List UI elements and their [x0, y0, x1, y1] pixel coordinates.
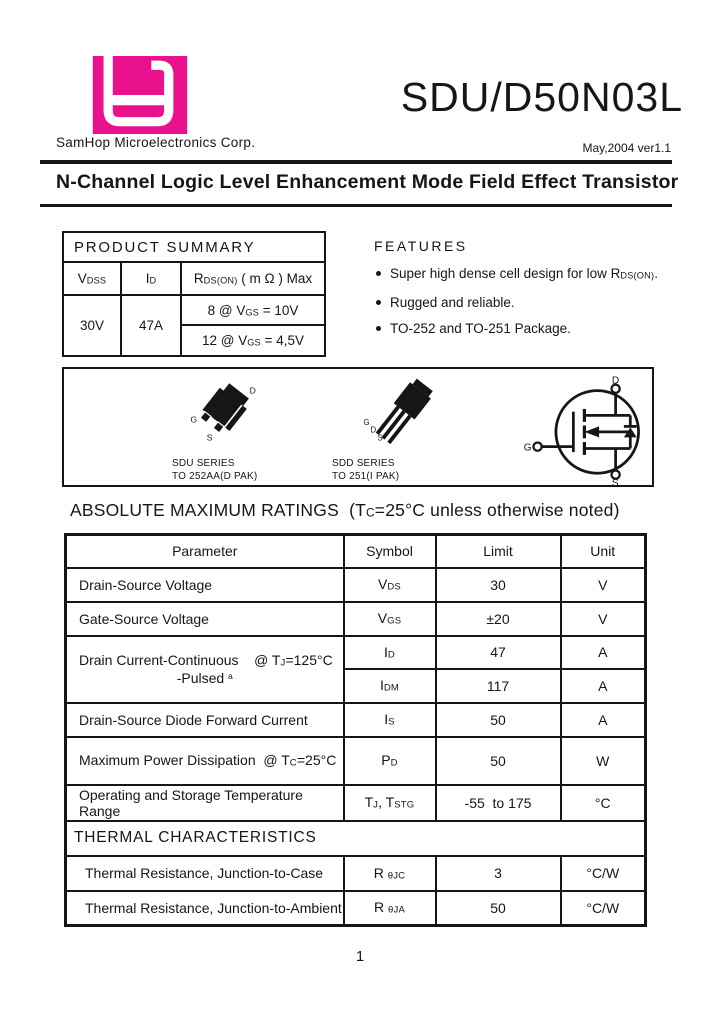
col-header-id: ID — [121, 262, 181, 295]
col-header-limit: Limit — [436, 535, 561, 568]
table-row: Maximum Power Dissipation @ TC=25°C PD 50 W — [66, 737, 646, 785]
ipak-package-icon — [332, 375, 462, 453]
figure-dpak — [152, 375, 302, 483]
part-number-title: SDU/D50N03L — [400, 74, 683, 120]
pin-label-d: D — [370, 425, 377, 435]
table-row: Drain-Source Voltage VDS 30 V — [66, 568, 646, 602]
rdson-value-4v5: 12 @ VGS = 4,5V — [181, 325, 325, 356]
pin-label-s: S — [206, 432, 213, 443]
revision-date: May,2004 ver1.1 — [582, 141, 671, 155]
col-header-unit: Unit — [561, 535, 646, 568]
pin-label-d: D — [249, 385, 256, 396]
pin-label-s: S — [377, 433, 383, 443]
ratings-heading: ABSOLUTE MAXIMUM RATINGS (TC=25°C unless otherwise noted) — [70, 500, 620, 520]
rdson-value-10v: 8 @ VGS = 10V — [181, 295, 325, 325]
ipak-series-label: SDD SERIES — [332, 458, 395, 469]
device-description: N-Channel Logic Level Enhancement Mode Field Effect Transistor — [56, 171, 679, 193]
header-rule — [40, 160, 672, 164]
samhop-logo-icon — [92, 56, 188, 134]
col-header-rdson: RDS(ON) ( m Ω ) Max — [181, 262, 325, 295]
feature-item — [374, 266, 674, 284]
product-summary-table — [62, 231, 326, 357]
product-summary-title: PRODUCT SUMMARY — [63, 232, 325, 262]
mosfet-symbol-icon — [520, 375, 680, 487]
feature-text: Super high dense cell design for low RDS(ON). — [390, 266, 658, 281]
ipak-package-label: TO 251(I PAK) — [332, 470, 400, 482]
features-section — [374, 238, 674, 347]
table-row: Drain-Source Diode Forward Current IS 50 A — [66, 703, 646, 737]
pin-label-s: S — [611, 478, 619, 487]
figure-ipak — [332, 375, 462, 483]
vdss-value: 30V — [63, 295, 121, 356]
col-header-vdss: VDSS — [63, 262, 121, 295]
dpak-package-icon — [152, 375, 302, 453]
table-row: Thermal Resistance, Junction-to-Case R θJC 3 °C/W — [66, 856, 646, 891]
bullet-icon — [376, 326, 381, 331]
pin-label-g: G — [523, 442, 532, 454]
table-row: IDM 117 A — [66, 669, 646, 703]
thermal-section-header-row — [66, 821, 646, 856]
figure-mosfet-symbol — [520, 375, 680, 492]
feature-item — [374, 321, 674, 336]
ratings-table — [64, 533, 647, 927]
dpak-series-label: SDU SERIES — [172, 458, 235, 469]
bullet-icon — [376, 271, 381, 276]
subtitle-rule — [40, 204, 672, 207]
company-name: SamHop Microelectronics Corp. — [56, 135, 256, 150]
table-row: Drain Current-Continuous @ TJ=125°C -Pulsed $^a$ ID 47 A — [66, 636, 646, 669]
table-row: Operating and Storage Temperature Range TJ, TSTG -55 to 175 °C — [66, 785, 646, 821]
page-number: 1 — [355, 948, 365, 965]
col-header-symbol: Symbol — [344, 535, 436, 568]
table-header-row — [66, 535, 646, 568]
table-row: Gate-Source Voltage VGS ±20 V — [66, 602, 646, 636]
feature-text: TO-252 and TO-251 Package. — [390, 320, 571, 336]
bullet-icon — [376, 300, 381, 305]
dpak-package-label: TO 252AA(D PAK) — [172, 470, 258, 482]
table-row: Thermal Resistance, Junction-to-Ambient R θJA 50 °C/W — [66, 891, 646, 926]
thermal-title: THERMAL CHARACTERISTICS — [66, 821, 646, 856]
pin-label-g: G — [190, 414, 198, 425]
pin-label-d: D — [611, 375, 620, 387]
col-header-parameter: Parameter — [66, 535, 344, 568]
features-title: FEATURES — [374, 238, 468, 254]
id-value: 47A — [121, 295, 181, 356]
feature-text: Rugged and reliable. — [390, 294, 515, 310]
feature-item — [374, 295, 674, 310]
pin-label-g: G — [363, 417, 370, 427]
package-figures-box — [62, 367, 654, 487]
